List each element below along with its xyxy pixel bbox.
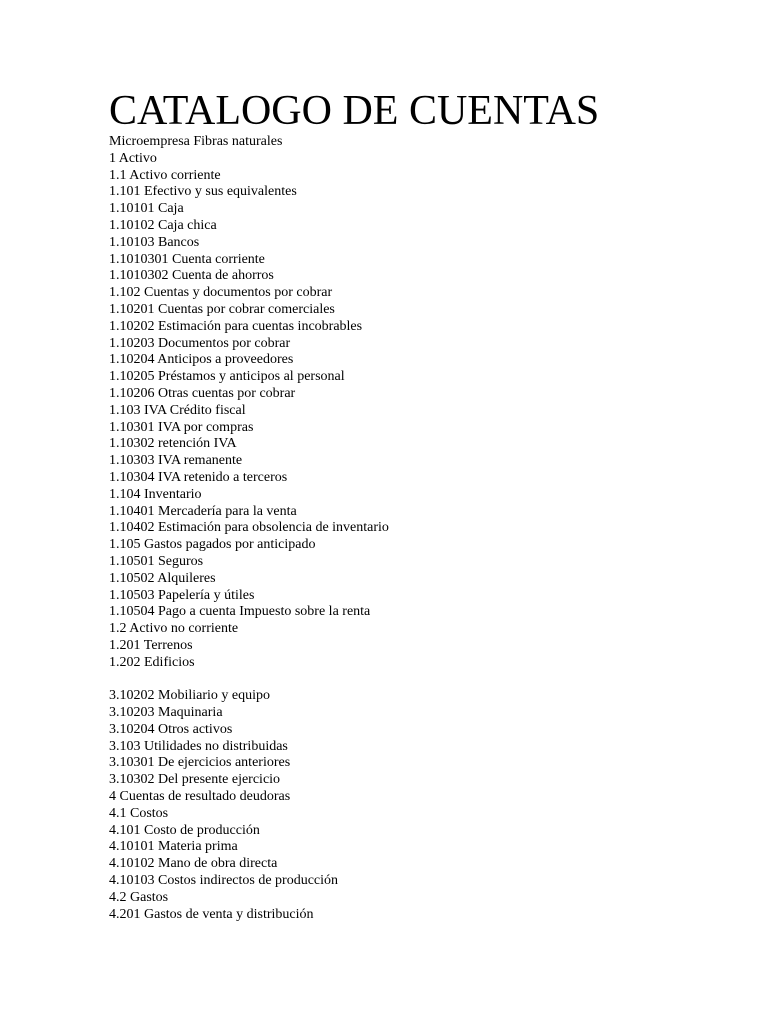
- account-line: 1.10302 retención IVA: [109, 436, 237, 452]
- account-list-part-1: [109, 134, 729, 672]
- account-line: 1.10101 Caja: [109, 201, 184, 217]
- account-line: 1.10503 Papelería y útiles: [109, 587, 255, 603]
- account-line: 1.1 Activo corriente: [109, 167, 221, 183]
- account-line: 1.10304 IVA retenido a terceros: [109, 469, 288, 485]
- account-line: 3.10203 Maquinaria: [109, 705, 223, 721]
- blank-line: [109, 672, 729, 689]
- account-line: 3.103 Utilidades no distribuidas: [109, 738, 288, 754]
- account-line: 4 Cuentas de resultado deudoras: [109, 789, 291, 805]
- account-list: [109, 134, 729, 923]
- account-line: 1.10401 Mercadería para la venta: [109, 503, 297, 519]
- account-line: 4.10103 Costos indirectos de producción: [109, 873, 339, 889]
- account-line: 1.202 Edificios: [109, 654, 195, 670]
- account-line: 3.10301 De ejercicios anteriores: [109, 755, 291, 771]
- account-line: 1.104 Inventario: [109, 486, 202, 502]
- account-line: 1.10501 Seguros: [109, 553, 204, 569]
- account-line: 1.1010301 Cuenta corriente: [109, 251, 265, 267]
- account-line: 1.102 Cuentas y documentos por cobrar: [109, 285, 333, 301]
- account-line: 1.10205 Préstamos y anticipos al personal: [109, 369, 345, 385]
- account-line: 4.10102 Mano de obra directa: [109, 856, 278, 872]
- account-line: 3.10204 Otros activos: [109, 721, 233, 737]
- account-line: 1.103 IVA Crédito fiscal: [109, 402, 246, 418]
- account-line: 1.10502 Alquileres: [109, 570, 216, 586]
- document-page: [109, 88, 729, 923]
- account-line: 1.10202 Estimación para cuentas incobrables: [109, 318, 363, 334]
- account-line: 1.1010302 Cuenta de ahorros: [109, 268, 274, 284]
- account-line: 1.10402 Estimación para obsolencia de inventario: [109, 520, 389, 536]
- account-line: 1.10103 Bancos: [109, 234, 200, 250]
- account-list-part-2: [109, 688, 729, 923]
- account-line: 1.10504 Pago a cuenta Impuesto sobre la renta: [109, 604, 371, 620]
- account-line: 1.10303 IVA remanente: [109, 453, 243, 469]
- account-line: 3.10202 Mobiliario y equipo: [109, 688, 270, 704]
- account-line: 1.10204 Anticipos a proveedores: [109, 352, 294, 368]
- account-line: 4.101 Costo de producción: [109, 822, 260, 838]
- account-line: 4.2 Gastos: [109, 889, 169, 905]
- account-line: 1.10301 IVA por compras: [109, 419, 254, 435]
- account-line: 1.201 Terrenos: [109, 637, 193, 653]
- document-title: CATALOGO DE CUENTAS: [109, 88, 600, 134]
- account-line: Microempresa Fibras naturales: [109, 134, 283, 149]
- account-line: 1.10102 Caja chica: [109, 217, 217, 233]
- account-line: 1.10206 Otras cuentas por cobrar: [109, 385, 296, 401]
- account-line: 4.10101 Materia prima: [109, 839, 238, 855]
- account-line: 3.10302 Del presente ejercicio: [109, 772, 281, 788]
- account-line: 1.2 Activo no corriente: [109, 621, 239, 637]
- account-line: 1.105 Gastos pagados por anticipado: [109, 537, 316, 553]
- account-line: 1.10203 Documentos por cobrar: [109, 335, 291, 351]
- account-line: 1 Activo: [109, 150, 157, 166]
- account-line: 4.201 Gastos de venta y distribución: [109, 906, 314, 922]
- account-line: 1.10201 Cuentas por cobrar comerciales: [109, 301, 335, 317]
- account-line: 4.1 Costos: [109, 805, 169, 821]
- account-line: 1.101 Efectivo y sus equivalentes: [109, 184, 297, 200]
